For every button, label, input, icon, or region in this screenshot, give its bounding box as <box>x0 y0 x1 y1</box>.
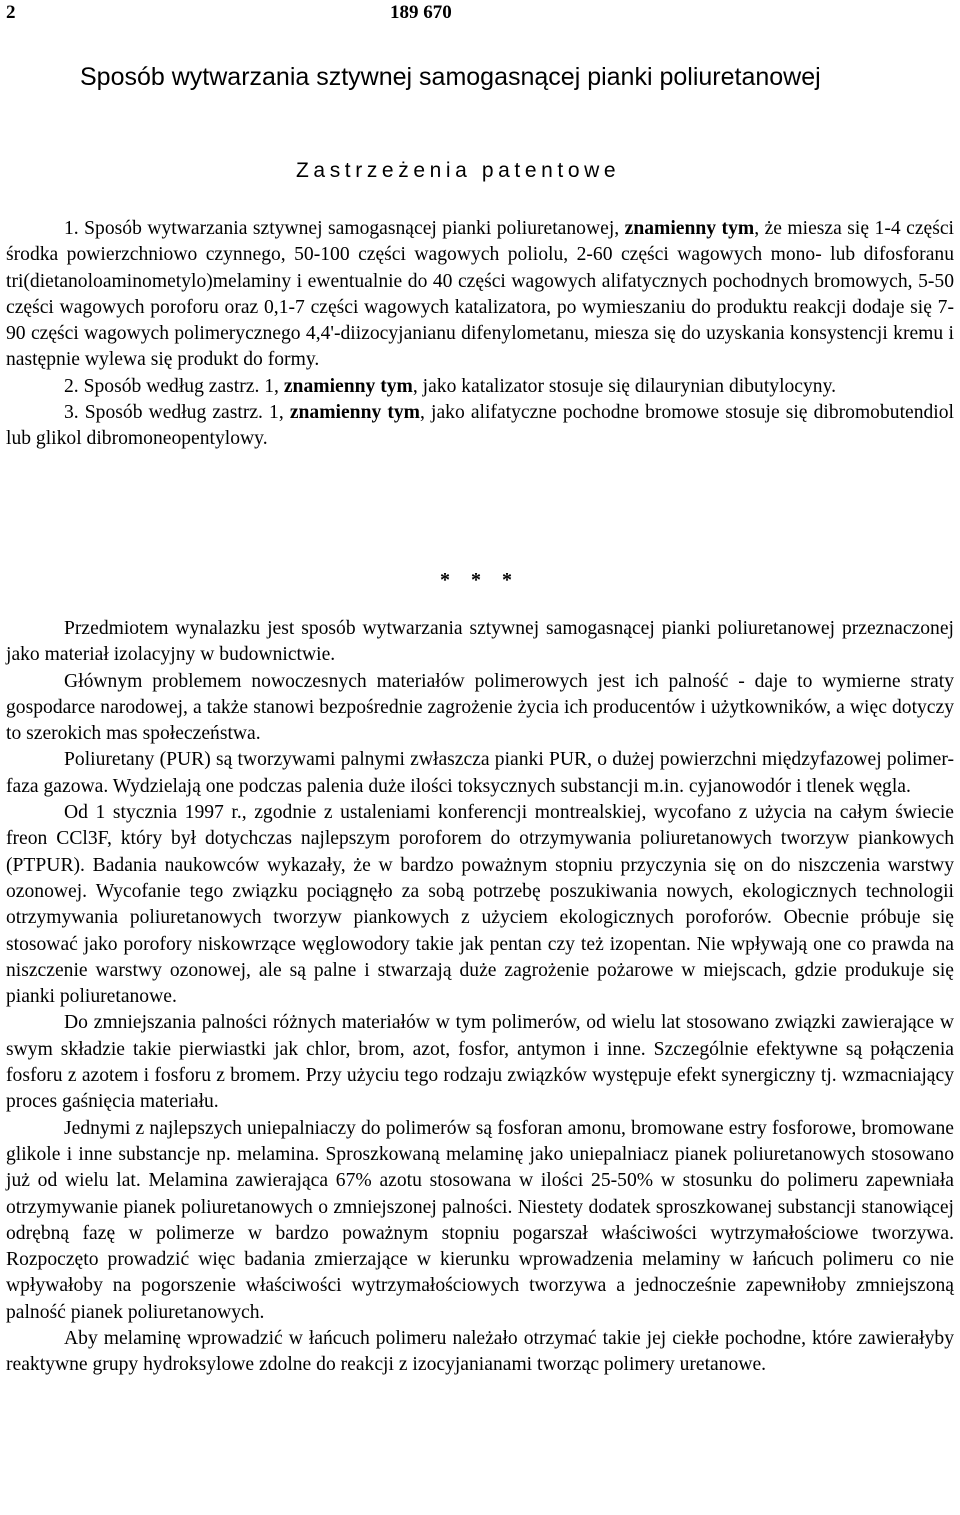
claim-text: 1. Sposób wytwarzania sztywnej samogasnącej pianki poliuretanowej, <box>64 218 625 239</box>
claim-text: , że miesza się 1-4 części środka powierzchniowo czynnego, 50-100 części wagowych poliolu, 2-60 części wagowych mono- lub difosforanu tri(dietanoloaminometylo)melaminy i ewentualnie do 40 części wagowych alifatycznych pochodnych bromowych, 5-50 części wagowych poroforu oraz 0,1-7 części wagowych katalizatora, po wymieszaniu do produktu reakcji dodaje się 7-90 części wagowych polimerycznego 4,4'-diizocyjanianu difenylometanu, miesza się do uzyskania konsystencji kremu i następnie wylewa się produkt do formy. <box>6 218 954 371</box>
claim-paragraph <box>6 400 954 453</box>
description-paragraph: Aby melaminę wprowadzić w łańcuch polimeru należało otrzymać takie jej ciekłe pochodne, które zawierałyby reaktywne grupy hydroksylowe zdolne do reakcji z izocyjanianami tworząc polimery uretanowe. <box>6 1328 954 1376</box>
description-paragraph: Głównym problemem nowoczesnych materiałów polimerowych jest ich palność - daje to wymierne straty gospodarce narodowej, a także stanowi bezpośrednie zagrożenie życia ich producentów i użytkowników, a więc dotyczy to szerokich mas społeczeństwa. <box>6 670 954 745</box>
section-separator: * * * <box>440 569 520 591</box>
document-title: Sposób wytwarzania sztywnej samogasnącej pianki poliuretanowej <box>80 63 821 91</box>
page-header <box>0 0 960 28</box>
description-paragraph: Jednymi z najlepszych uniepalniaczy do polimerów są fosforan amonu, bromowane estry fosforowe, bromowane glikole i inne substancje np. melamina. Sproszkowaną melaminę jako uniepalniacz pianek poliuretanowych stosowano już od wielu lat. Melamina zawierająca 67% azotu stosowana w ilości 25-50% w stosunku do polimeru zapewniała otrzymywanie pianek poliuretanowych o zmniejszonej palności. Niestety dodatek sproszkowanej substancji stanowiącej odrębną fazę w polimerze w bardzo poważnym stopniu pogarszał właściwości wytrzymałościowe tworzywa. Rozpoczęto prowadzić więc badania zmierzające w kierunku wprowadzenia melaminy w łańcuch polimeru co nie wpływałoby na pogorszenie właściwości wytrzymałościowych tworzywa a jednocześnie zapewniłoby zmniejszoną palność pianek poliuretanowych. <box>6 1117 954 1323</box>
claim-emphasis: znamienny tym <box>283 375 413 397</box>
claim-text: 2. Sposób według zastrz. 1, <box>64 375 284 397</box>
claims-section <box>6 216 954 453</box>
claim-paragraph <box>6 374 954 400</box>
claim-paragraph <box>6 216 954 374</box>
claim-text: , jako katalizator stosuje się dilaurynian dibutylocyny. <box>412 375 837 397</box>
claims-heading: Zastrzeżenia patentowe <box>296 159 621 182</box>
description-paragraph: Od 1 stycznia 1997 r., zgodnie z ustaleniami konferencji montrealskiej, wycofano z użycia na całym świecie freon CCl3F, który był dotychczas najlepszym poroforem do otrzymywania poliuretanowych tworzyw piankowych (PTPUR). Badania naukowców wykazały, że w bardzo poważnym stopniu przyczynia się on do niszczenia warstwy ozonowej. Wycofanie tego związku pociągnęło za sobą potrzebę poszukiwania nowych, ekologicznych technologii otrzymywania poliuretanowych tworzyw piankowych z użyciem ekologicznych poroforów. Obecnie próbuje się stosować jako porofory niskowrzące węglowodory takie jak pentan czy też izopentan. Nie wpływają one co prawda na niszczenie warstwy ozonowej, ale są palne i stwarzają duże zagrożenie pożarowe w miejscach, gdzie produkuje się pianki poliuretanowe. <box>6 802 954 1008</box>
claim-emphasis: znamienny tym <box>289 402 421 424</box>
claim-text: , jako alifatyczne pochodne bromowe stosuje się dibromobutendiol lub glikol dibromoneopentylowy. <box>6 402 954 450</box>
page-number: 2 <box>6 2 16 23</box>
description-section <box>6 616 954 1379</box>
patent-number: 189 670 <box>390 2 452 23</box>
claim-emphasis: znamienny tym <box>624 218 755 239</box>
claim-text: 3. Sposób według zastrz. 1, <box>64 402 290 424</box>
description-paragraph: Przedmiotem wynalazku jest sposób wytwarzania sztywnej samogasnącej pianki poliuretanowej przeznaczonej jako materiał izolacyjny w budownictwie. <box>6 618 954 666</box>
description-paragraph: Do zmniejszania palności różnych materiałów w tym polimerów, od wielu lat stosowano związki zawierające w swym składzie takie pierwiastki jak chlor, brom, azot, fosfor, antymon i inne. Szczególnie efektywne są połączenia fosforu z azotem i fosforu z bromem. Przy użyciu tego rodzaju związków występuje efekt synergiczny tj. wzmacniający proces gaśnięcia materiału. <box>6 1012 954 1113</box>
description-paragraph: Poliuretany (PUR) są tworzywami palnymi zwłaszcza pianki PUR, o dużej powierzchni międzyfazowej polimer-faza gazowa. Wydzielają one podczas palenia duże ilości toksycznych substancji m.in. cyjanowodór i tlenek węgla. <box>6 749 954 797</box>
